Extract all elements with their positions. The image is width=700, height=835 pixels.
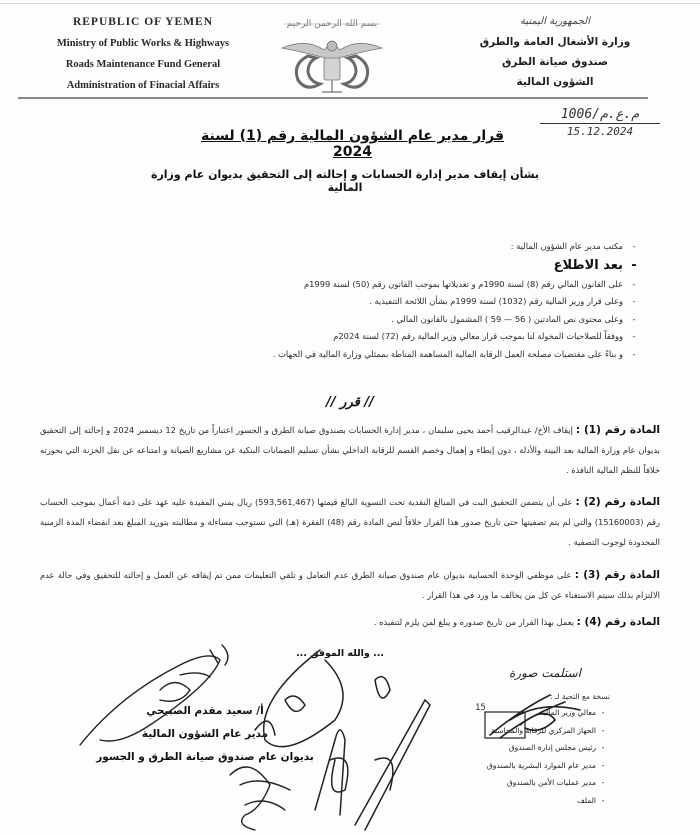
preamble-heading-text: بعد الاطلاع	[553, 257, 623, 273]
copy-recipient-text: الجهاز المركزي للرقابة والمحاسبة	[490, 725, 596, 735]
copy-recipient-text: مدير عام الموارد البشرية بالصندوق	[486, 760, 596, 770]
preamble-item: -ووفقاً للصلاحيات المخولة لنا بموجب قرار معالي وزير المالية رقم (72) لسنة 2024م	[333, 331, 636, 341]
copy-recipient: -الملف	[577, 795, 605, 805]
signatory-title: مدير عام الشؤون المالية	[141, 728, 269, 740]
copy-recipient: -معالي وزير المالية	[539, 708, 605, 717]
letterhead-ar-line: صندوق صيانة الطرق	[501, 56, 609, 68]
article-label: المادة رقم (3) :	[574, 569, 661, 581]
preamble-heading: -بعد الاطلاع	[553, 257, 637, 273]
closing-phrase: ... والله الموفق ...	[296, 648, 384, 659]
svg-text:15: 15	[475, 703, 486, 713]
letterhead-ar-line: الشؤون المالية	[516, 76, 594, 88]
letterhead-en-line: Administration of Finacial Affairs	[66, 80, 220, 91]
article-label: المادة رقم (1) :	[575, 424, 661, 436]
letterhead-ar-line: وزارة الأشغال العامة والطرق	[479, 36, 631, 48]
copy-recipient: -مدير عام الموارد البشرية بالصندوق	[486, 760, 605, 770]
document-title: قرار مدير عام الشؤون المالية رقم (1) لسنة 2024	[200, 128, 504, 160]
scan-edge	[0, 3, 700, 4]
header-divider	[18, 97, 648, 99]
copy-recipient: -رئيس مجلس إدارة الصندوق	[508, 743, 605, 752]
reference-date: 15.12.2024	[566, 125, 634, 138]
preamble-item-text: على القانون المالي رقم (8) لسنة 1990م و تعديلاتها بموجب القانون رقم (50) لسنة 1999م	[304, 278, 623, 289]
article-3	[40, 565, 660, 605]
copies-list	[470, 690, 610, 809]
article-2	[40, 492, 660, 552]
reference-block	[540, 107, 660, 138]
preamble-item: -وعلى محتوى نص المادتين ( 56 — 59 ) المشمول بالقانون المالي .	[391, 313, 636, 324]
yemen-eagle-emblem-icon	[262, 12, 402, 97]
letterhead-en-line: Ministry of Public Works & Highways	[56, 38, 230, 49]
reference-number: 1006/م.ع.م	[540, 107, 660, 124]
article-1	[40, 420, 660, 480]
preamble-item: -على القانون المالي رقم (8) لسنة 1990م و تعديلاتها بموجب القانون رقم (50) لسنة 1999م	[304, 278, 636, 289]
article-text: يعمل بهذا القرار من تاريخ صدوره و يبلغ لمن يلزم لتنفيذه .	[373, 617, 575, 627]
signatory-name: أ/ سعيد مقدم الصبيحي	[146, 705, 264, 717]
copy-recipient: -الجهاز المركزي للرقابة والمحاسبة	[490, 725, 605, 735]
article-text: على موظفي الوحدة الحسابية بديوان عام صندوق صيانة الطرق عدم التعامل و تلقي التعليمات ممن تم إيقافه عن العمل و إحالته للتحقيق وفي حالة عدم الالتزام بذلك سيتم الاستغناء عن كل من يخالف ما ورد في هذا القرار .	[40, 570, 660, 600]
handwritten-received-note: استلمت صورة	[509, 666, 581, 680]
copy-recipient-text: رئيس مجلس إدارة الصندوق	[508, 743, 596, 752]
english-letterhead	[18, 12, 268, 96]
preamble-item-text: وعلى قرار وزير المالية رقم (1032) لسنة 1999م بشأن اللائحة التنفيذية .	[369, 296, 623, 306]
signature-block	[60, 700, 350, 769]
preamble-item-text: ووفقاً للصلاحيات المخولة لنا بموجب قرار معالي وزير المالية رقم (72) لسنة 2024م	[333, 331, 623, 341]
decides-heading: // قرر //	[326, 395, 374, 410]
letterhead-en-line: REPUBLIC OF YEMEN	[72, 16, 214, 28]
letterhead-en-line: Roads Maintenance Fund General	[65, 59, 221, 70]
preamble-item-text: وعلى محتوى نص المادتين ( 56 — 59 ) المشمول بالقانون المالي .	[391, 313, 623, 324]
preamble-office: -مكتب مدير عام الشؤون المالية :	[510, 241, 636, 251]
signatory-org: بديوان عام صندوق صيانة الطرق و الجسور	[96, 751, 314, 763]
preamble-item-text: و بناءً على مقتضيات مصلحة العمل الرقابة المالية المساهمة المناطة بممثلي وزارة المالية في الجهات .	[272, 348, 623, 359]
preamble	[125, 238, 645, 363]
preamble-item: -و بناءً على مقتضيات مصلحة العمل الرقابة المالية المساهمة المناطة بممثلي وزارة المالية في الجهات .	[272, 348, 636, 359]
letterhead-ar-line: الجمهورية اليمنية	[519, 16, 590, 27]
copy-recipient-text: الملف	[577, 795, 596, 805]
copy-recipient-text: مدير عمليات الأمن بالصندوق	[506, 778, 596, 787]
basmala-caption: بسم الله الرحمن الرحيم	[286, 19, 378, 29]
article-label: المادة رقم (2) :	[575, 496, 660, 508]
copy-recipient-text: معالي وزير المالية	[539, 708, 596, 717]
article-text: إيقاف الأخ/ عبدالرقيب أحمد يحيى سليمان ، مدير إدارة الحسابات بصندوق صيانة الطرق و الجسور اعتباراً من تاريخ 12 ديسمبر 2024 و إحالته إلى التحقيق بديوان عام وزارة المالية بعد البينة والأدلة ، دون إبطاء و إهمال وخصم القسم للرقابة الداخلي بشأن تسليم الضمانات البنكية عن مشاريع الصيانة و امتناعه عن نقل الخزنة التي بحوزته خلافاً للنظم المالية النافذة .	[40, 425, 660, 475]
article-text: على أن يتضمن التحقيق البت في المبالغ النقدية تحت التسوية البالغ قيمتها (593,561,467) ريال يمني المقيدة عليه عهد على ذمة أعمال بموجب الحساب رقم (15160003) والتي لم يتم تصفيتها حتى تاريخ صدور هذا القرار خلافاً لنص المادة رقم (48) الفقرة (هـ) التي تستوجب مساءلة و مطالبته بتوريد المبلغ بعد انقضاء المدة الزمنية المحدودة لوجوب التصفية .	[40, 497, 660, 547]
copy-recipient: -مدير عمليات الأمن بالصندوق	[506, 778, 605, 787]
preamble-office-text: مكتب مدير عام الشؤون المالية :	[510, 241, 623, 251]
article-label: المادة رقم (4) :	[576, 616, 660, 628]
article-4	[40, 612, 660, 632]
preamble-item: -وعلى قرار وزير المالية رقم (1032) لسنة 1999م بشأن اللائحة التنفيذية .	[369, 296, 636, 306]
arabic-letterhead	[455, 12, 655, 92]
copies-label: نسخة مع التحية لـ :	[550, 692, 610, 701]
document-subtitle: بشأن إيقاف مدير إدارة الحسابات و إحالته إلى التحقيق بديوان عام وزارة المالية	[150, 168, 540, 194]
